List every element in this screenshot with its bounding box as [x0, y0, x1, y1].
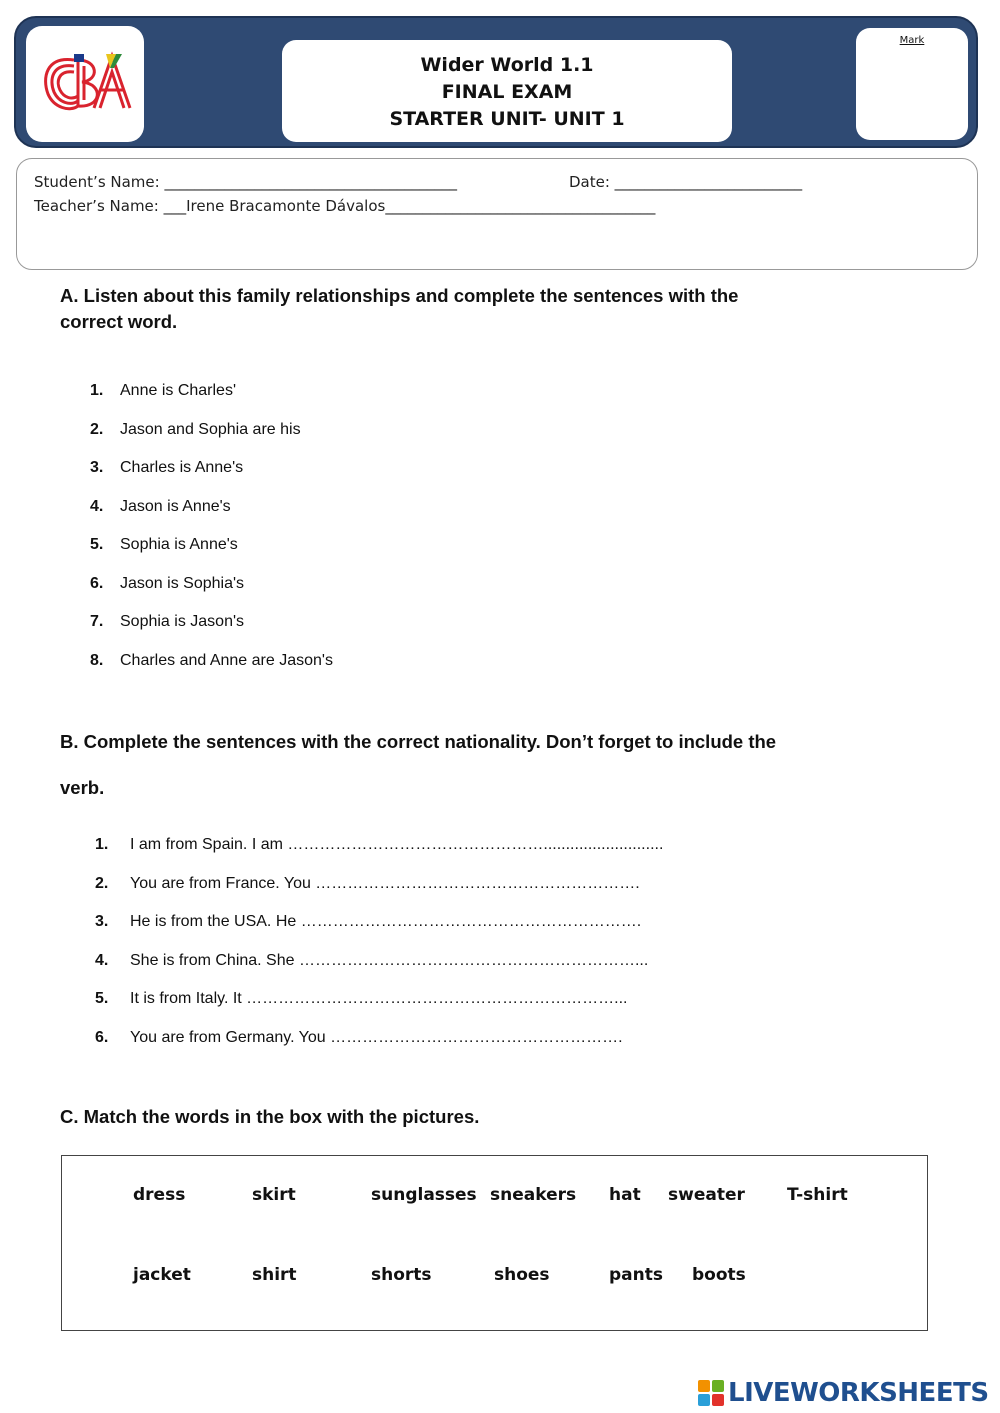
word-skirt: skirt — [252, 1185, 296, 1205]
exam-title-line1: Wider World 1.1 — [420, 54, 594, 76]
word-sneakers: sneakers — [490, 1185, 577, 1205]
list-item: 4. She is from China. She ………………………………………………………... — [95, 952, 649, 969]
section-b-heading-line1: B. Complete the sentences with the correct nationality. Don’t forget to include the — [60, 731, 777, 752]
word-t-shirt: T-shirt — [787, 1185, 848, 1205]
liveworksheets-logo-icon — [698, 1380, 724, 1406]
list-item: 7. Sophia is Jason's — [90, 613, 245, 630]
list-item: 5. It is from Italy. It ……………………………………………………………... — [95, 990, 628, 1007]
header-band — [14, 16, 978, 148]
list-item: 1. I am from Spain. I am …………………………………………........................... — [95, 836, 664, 853]
list-item: 1. Anne is Charles' — [90, 382, 236, 399]
liveworksheets-brand[interactable] — [698, 1376, 989, 1410]
word-sunglasses: sunglasses — [371, 1185, 477, 1205]
section-b-heading — [60, 729, 776, 801]
exam-title-line2: FINAL EXAM — [441, 81, 573, 103]
word-jacket: jacket — [133, 1265, 191, 1285]
list-item: 4. Jason is Anne's — [90, 498, 231, 515]
word-shorts: shorts — [371, 1265, 432, 1285]
list-item: 2. Jason and Sophia are his — [90, 421, 301, 438]
section-a-heading-line2: correct word. — [60, 311, 178, 332]
word-hat: hat — [609, 1185, 641, 1205]
word-box — [61, 1155, 928, 1331]
student-info-box — [16, 158, 978, 270]
brand-name: LIVEWORKSHEETS — [728, 1378, 989, 1408]
section-b-heading-line2: verb. — [60, 777, 105, 798]
section-c-heading: C. Match the words in the box with the pictures. — [60, 1106, 480, 1127]
mark-box[interactable] — [856, 28, 968, 140]
word-shirt: shirt — [252, 1265, 297, 1285]
list-item: 6. You are from Germany. You ………………………………………………. — [95, 1029, 623, 1046]
word-pants: pants — [609, 1265, 663, 1285]
date-field[interactable]: Date: _________________________ — [569, 173, 803, 191]
list-item: 6. Jason is Sophia's — [90, 575, 245, 592]
list-item: 3. He is from the USA. He ………………………………………………………. — [95, 913, 642, 930]
school-logo — [26, 26, 144, 142]
list-item: 5. Sophia is Anne's — [90, 536, 238, 553]
list-item: 2. You are from France. You ……………………………………………………. — [95, 875, 640, 892]
teacher-name-line: Teacher’s Name: ___Irene Bracamonte Dávalos____________________________________ — [34, 197, 656, 215]
mark-label: Mark — [899, 35, 925, 46]
section-a-heading-line1: A. Listen about this family relationships and complete the sentences with the — [60, 285, 739, 306]
word-dress: dress — [133, 1185, 186, 1205]
word-boots: boots — [692, 1265, 746, 1285]
word-shoes: shoes — [494, 1265, 550, 1285]
exam-title-box — [282, 40, 732, 142]
exam-title-line3: STARTER UNIT- UNIT 1 — [389, 108, 625, 130]
list-item: 3. Charles is Anne's — [90, 459, 244, 476]
section-a-heading — [60, 283, 738, 335]
list-item: 8. Charles and Anne are Jason's — [90, 652, 333, 669]
word-sweater: sweater — [668, 1185, 745, 1205]
student-name-field[interactable]: Student’s Name: _______________________________________ — [34, 173, 457, 191]
cba-logo-icon — [26, 26, 144, 142]
